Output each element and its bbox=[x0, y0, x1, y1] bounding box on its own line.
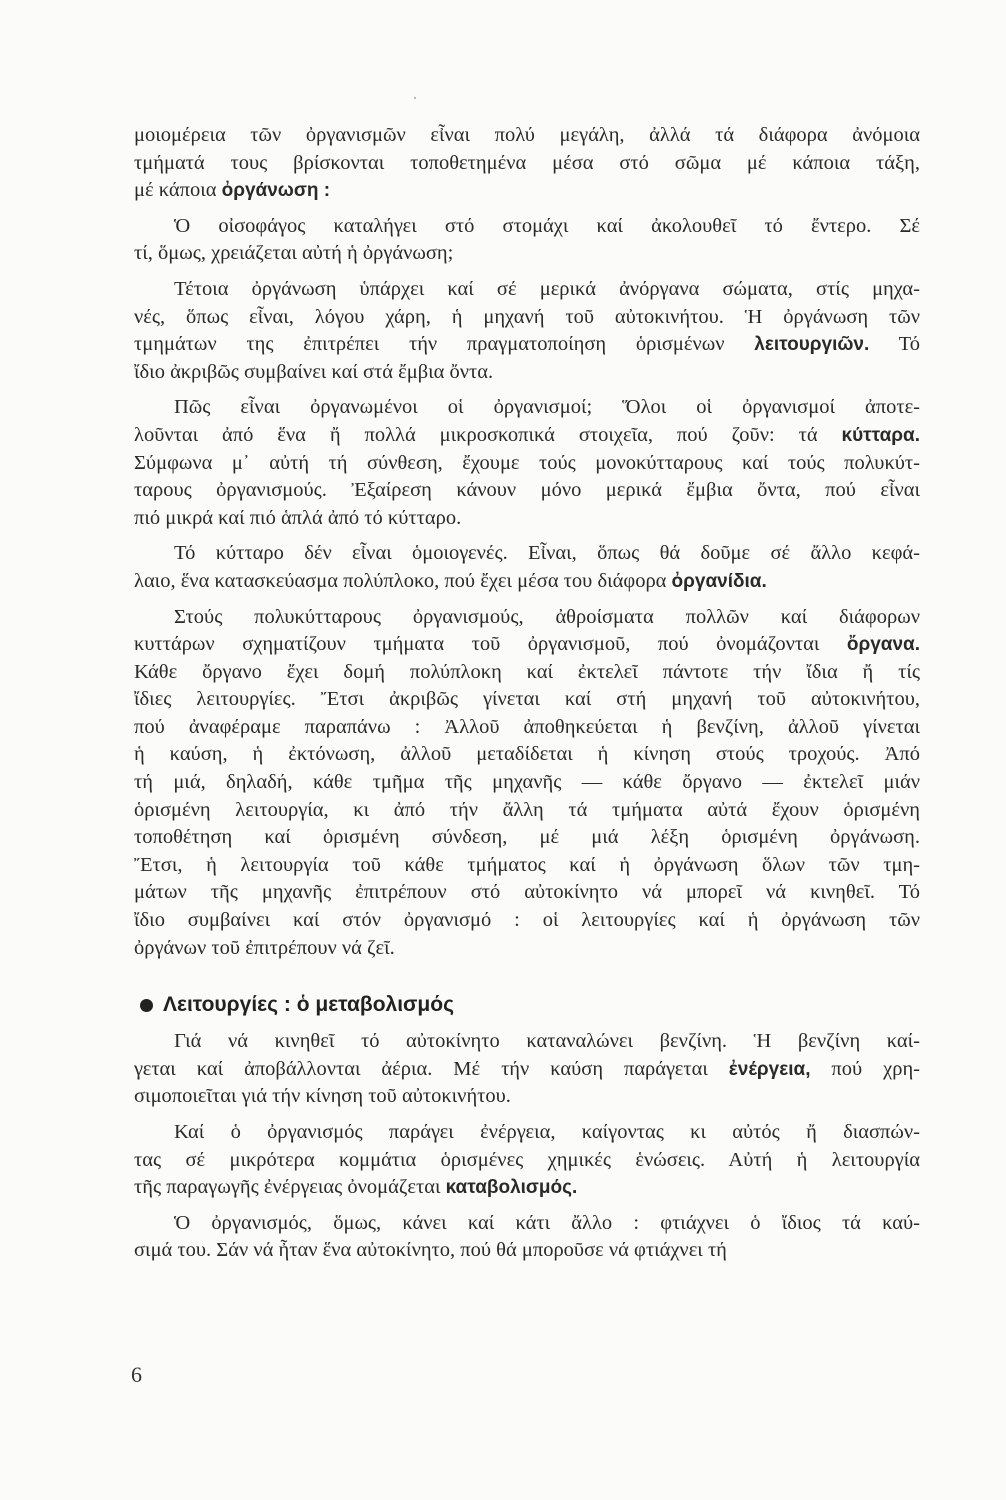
text-line: τμημάτων της ἐπιτρέπει τήν πραγματοποίηση ὁρισμένων λειτουργιῶν. Τό bbox=[134, 333, 920, 356]
paragraph bbox=[134, 213, 920, 268]
paragraph bbox=[134, 604, 920, 963]
page-body bbox=[134, 122, 920, 1273]
text-line: ταρους ὀργανισμούς. Ἐξαίρεση κάνουν μόνο μερικά ἔμβια ὄντα, πού εἶναι bbox=[134, 479, 920, 502]
text-line: Τέτοια ὀργάνωση ὑπάρχει καί σέ μερικά ἀνόργανα σώματα, στίς μηχα- bbox=[174, 277, 920, 300]
paragraph bbox=[134, 122, 920, 205]
text-line: Τό κύτταρο δέν εἶναι ὁμοιογενές. Εἶναι, ὅπως θά δοῦμε σέ ἄλλο κεφά- bbox=[174, 542, 920, 565]
text-line: πού ἀναφέραμε παραπάνω : Ἀλλοῦ ἀποθηκεύεται ἡ βενζίνη, ἀλλοῦ γίνεται bbox=[134, 715, 920, 738]
text-line: μοιομέρεια τῶν ὀργανισμῶν εἶναι πολύ μεγάλη, ἀλλά τά διάφορα ἀνόμοια bbox=[134, 124, 920, 146]
text-line: Καί ὁ ὀργανισμός παράγει ἐνέργεια, καίγοντας κι αὐτός ἤ διασπών- bbox=[174, 1121, 920, 1143]
paragraph bbox=[134, 394, 920, 532]
text-line: Κάθε ὄργανο ἔχει δομή πολύπλοκη καί ἐκτελεῖ πάντοτε τήν ἴδια ἤ τίς bbox=[134, 660, 920, 683]
text-line: τή μιά, δηλαδή, κάθε τμῆμα τῆς μηχανῆς — κάθε ὄργανο — ἐκτελεῖ μιάν bbox=[134, 771, 920, 794]
text-line: Ἔτσι, ἡ λειτουργία τοῦ κάθε τμήματος καί ἡ ὀργάνωση ὅλων τῶν τμη- bbox=[134, 853, 920, 876]
bold-term: ὀργάνωση : bbox=[221, 180, 331, 202]
bullet-icon bbox=[140, 999, 153, 1012]
text-line: λαιο, ἕνα κατασκεύασμα πολύπλοκο, πού ἔχει μέσα του διάφορα ὀργανίδια. bbox=[134, 569, 767, 592]
text-line: πιό μικρά καί πιό ἁπλά ἀπό τό κύτταρο. bbox=[134, 506, 462, 529]
text-line: σιμοποιεῖται γιά τήν κίνηση τοῦ αὐτοκινήτου. bbox=[134, 1085, 511, 1108]
text-line: νές, ὅπως εἶναι, λόγου χάρη, ἡ μηχανή τοῦ αὐτοκινήτου. Ἡ ὀργάνωση τῶν bbox=[134, 305, 920, 328]
text-line: ἴδιο ἀκριβῶς συμβαίνει καί στά ἔμβια ὄντα. bbox=[134, 360, 494, 383]
text-line: ἴδιες λειτουργίες. Ἔτσι ἀκριβῶς γίνεται καί στή μηχανή τοῦ αὐτοκινήτου, bbox=[134, 688, 920, 711]
bold-term: ὄργανα. bbox=[846, 634, 920, 656]
text-line: κυττάρων σχηματίζουν τμήματα τοῦ ὀργανισμοῦ, πού ὀνομάζονται ὄργανα. bbox=[134, 633, 920, 656]
text-line: μάτων τῆς μηχανῆς ἐπιτρέπουν στό αὐτοκίνητο νά μπορεῖ νά κινηθεῖ. Τό bbox=[134, 881, 920, 904]
paragraph bbox=[134, 1210, 920, 1265]
text-line: μέ κάποια ὀργάνωση : bbox=[134, 179, 331, 202]
text-line: ἡ καύση, ἡ ἐκτόνωση, ἀλλοῦ μεταδίδεται ἡ κίνηση στούς τροχούς. Ἀπό bbox=[134, 743, 920, 766]
text-line: τμήματά τους βρίσκονται τοποθετημένα μέσα στό σῶμα μέ κάποια τάξη, bbox=[134, 151, 920, 174]
text-line: λοῦνται ἀπό ἕνα ἤ πολλά μικροσκοπικά στοιχεῖα, πού ζοῦν: τά κύτταρα. bbox=[134, 423, 920, 446]
text-line: Σύμφωνα μ᾽ αὐτή τή σύνθεση, ἔχουμε τούς μονοκύτταρους καί τούς πολυκύτ- bbox=[134, 451, 920, 474]
text-line: ἴδιο συμβαίνει καί στόν ὀργανισμό : οἱ λειτουργίες καί ἡ ὀργάνωση τῶν bbox=[134, 909, 920, 932]
text-line: γεται καί ἀποβάλλονται ἀέρια. Μέ τήν καύση παράγεται ἐνέργεια, πού χρη- bbox=[134, 1057, 920, 1080]
bold-term: ἐνέργεια, bbox=[728, 1058, 811, 1080]
text-line: Πῶς εἶναι ὀργανωμένοι οἱ ὀργανισμοί; Ὅλοι οἱ ὀργανισμοί ἀποτε- bbox=[174, 396, 920, 419]
text-line: σιμά του. Σάν νά ἦταν ἕνα αὐτοκίνητο, πού θά μποροῦσε νά φτιάχνει τή bbox=[134, 1239, 727, 1262]
text-line: ὁρισμένη λειτουργία, κι ἀπό τήν ἄλλη τά τμήματα αὐτά ἔχουν ὁρισμένη bbox=[134, 798, 920, 821]
bold-term: κύτταρα. bbox=[841, 424, 920, 446]
paragraph bbox=[134, 540, 920, 595]
bold-term: ὀργανίδια. bbox=[671, 570, 767, 592]
bold-term: λειτουργιῶν. bbox=[754, 334, 870, 356]
section-metabolism bbox=[134, 1028, 920, 1265]
section-organization bbox=[134, 122, 920, 962]
text-line: ὀργάνων τοῦ ἐπιτρέπουν νά ζεῖ. bbox=[134, 936, 395, 959]
bold-term: καταβολισμός. bbox=[445, 1177, 578, 1199]
text-line: τας σέ μικρότερα κομμάτια ὁρισμένες χημικές ἑνώσεις. Αὐτή ἡ λειτουργία bbox=[134, 1148, 920, 1171]
text-line: Ὁ ὀργανισμός, ὅμως, κάνει καί κάτι ἄλλο : φτιάχνει ὁ ἴδιος τά καύ- bbox=[174, 1211, 920, 1234]
text-line: τῆς παραγωγῆς ἐνέργειας ὀνομάζεται καταβολισμός. bbox=[134, 1176, 578, 1199]
paragraph bbox=[134, 1119, 920, 1202]
paragraph bbox=[134, 276, 920, 386]
text-line: τί, ὅμως, χρειάζεται αὐτή ἡ ὀργάνωση; bbox=[134, 242, 454, 265]
text-line: Γιά νά κινηθεῖ τό αὐτοκίνητο καταναλώνει βενζίνη. Ἡ βενζίνη καί- bbox=[174, 1030, 920, 1053]
section-heading bbox=[134, 990, 920, 1020]
page-number: 6 bbox=[131, 1362, 142, 1387]
heading-text: Λειτουργίες : ὁ μεταβολισμός bbox=[163, 993, 454, 1017]
scan-speck bbox=[414, 97, 416, 99]
text-line: Ὁ οἰσοφάγος καταλήγει στό στομάχι καί ἀκολουθεῖ τό ἔντερο. Σέ bbox=[174, 214, 920, 237]
text-line: τοποθέτηση καί ὁρισμένη σύνδεση, μέ μιά λέξη ὁρισμένη ὀργάνωση. bbox=[134, 826, 920, 849]
text-line: Στούς πολυκύτταρους ὀργανισμούς, ἀθροίσματα πολλῶν καί διάφορων bbox=[174, 605, 920, 628]
paragraph bbox=[134, 1028, 920, 1111]
